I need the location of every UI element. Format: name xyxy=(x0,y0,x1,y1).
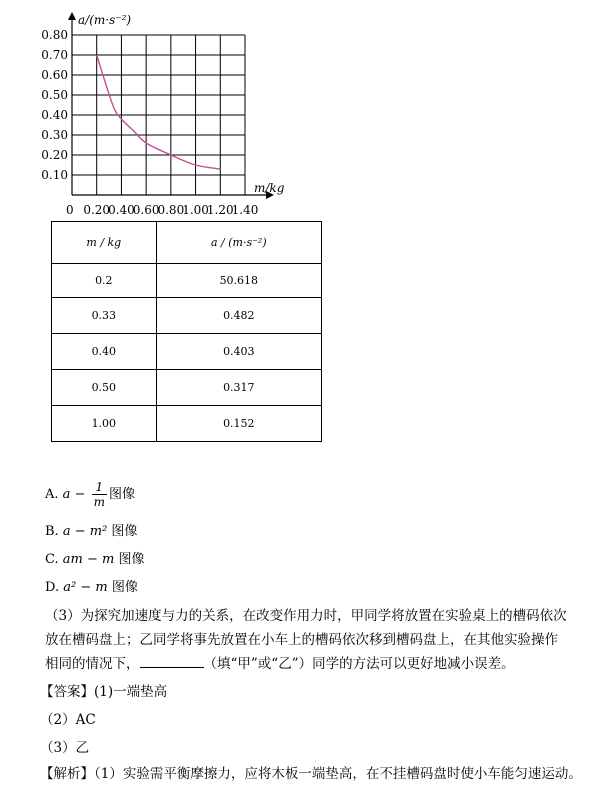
question-3-text xyxy=(45,604,570,676)
y-axis-arrow xyxy=(68,12,76,20)
x-axis-title: m/kg xyxy=(254,181,285,195)
option-a xyxy=(45,480,135,509)
cell-acceleration: 0.317 xyxy=(156,370,321,406)
table-row xyxy=(52,298,322,334)
y-tick-label: 0.10 xyxy=(41,168,68,182)
y-tick-labels xyxy=(41,28,68,182)
analysis-label: 【解析】 xyxy=(40,766,94,782)
answer-line-1 xyxy=(40,680,167,700)
x-tick-labels xyxy=(83,203,258,217)
cell-acceleration: 0.403 xyxy=(156,334,321,370)
table-row xyxy=(52,334,322,370)
x-tick-label: 1.00 xyxy=(182,203,209,217)
origin-label: 0 xyxy=(66,203,74,217)
cell-mass: 1.00 xyxy=(52,406,157,442)
option-c xyxy=(45,552,144,568)
cell-mass: 0.2 xyxy=(52,264,157,298)
option-c-prefix: C. xyxy=(45,552,59,567)
option-a-var: a xyxy=(62,487,71,502)
answer-3: （3）乙 xyxy=(40,740,90,756)
fraction-numerator: 1 xyxy=(92,480,107,495)
option-a-suffix: 图像 xyxy=(109,487,136,502)
x-tick-label: 1.40 xyxy=(231,203,259,217)
answer-line-2 xyxy=(40,708,96,728)
analysis-text: （1）实验需平衡摩擦力，应将木板一端垫高，在不挂槽码盘时使小车能匀速运动。 xyxy=(94,766,582,782)
answer-2: （2）AC xyxy=(40,712,96,728)
fraction-denominator: m xyxy=(93,495,105,509)
cell-acceleration: 0.152 xyxy=(156,406,321,442)
data-table xyxy=(51,221,322,442)
option-d-suffix: 图像 xyxy=(111,580,138,595)
y-tick-label: 0.60 xyxy=(41,68,68,82)
x-tick-label: 0.60 xyxy=(132,203,160,217)
option-c-expr: am − m xyxy=(62,552,115,567)
option-a-fraction xyxy=(92,480,107,509)
cell-acceleration: 50.618 xyxy=(156,264,321,298)
y-tick-label: 0.70 xyxy=(41,48,68,62)
x-tick-label: 0.20 xyxy=(83,203,111,217)
y-tick-label: 0.30 xyxy=(41,128,68,142)
x-tick-label: 0.80 xyxy=(157,203,185,217)
option-b-expr: a − m² xyxy=(62,524,108,539)
cell-mass: 0.50 xyxy=(52,370,157,406)
table-header-row xyxy=(52,222,322,264)
y-tick-label: 0.20 xyxy=(41,148,68,162)
cell-mass: 0.33 xyxy=(52,298,157,334)
answer-blank xyxy=(140,653,204,668)
option-d-expr: a² − m xyxy=(63,580,108,595)
header-acceleration: a / (m·s⁻²) xyxy=(156,222,321,264)
table-row xyxy=(52,370,322,406)
header-mass: m / kg xyxy=(52,222,157,264)
option-d-prefix: D. xyxy=(45,580,60,595)
option-b-prefix: B. xyxy=(45,524,59,539)
option-b xyxy=(45,524,137,540)
x-tick-label: 1.20 xyxy=(206,203,234,217)
cell-acceleration: 0.482 xyxy=(156,298,321,334)
question-3-part-a: （3）为探究加速度与力的关系，在改变作用力时，甲同学将放置在实验桌上的槽码依次放在槽码盘上；乙同学将事先放置在小车上的槽码依次移到槽码盘上，在其他实验操作相同的情况下， xyxy=(45,608,567,672)
answer-label: 【答案】 xyxy=(40,684,94,700)
option-c-suffix: 图像 xyxy=(118,552,145,567)
answer-1: (1)一端垫高 xyxy=(94,684,168,700)
question-3-part-b: （填“甲”或“乙”）同学的方法可以更好地减小误差。 xyxy=(203,656,515,672)
table-row xyxy=(52,406,322,442)
y-axis-title: a/(m·s⁻²) xyxy=(78,13,132,27)
option-a-minus: − xyxy=(70,487,90,502)
option-a-prefix: A. xyxy=(45,487,59,502)
option-d xyxy=(45,580,138,596)
answer-line-3 xyxy=(40,736,89,756)
acceleration-mass-chart xyxy=(30,10,300,220)
y-tick-label: 0.80 xyxy=(41,28,68,42)
y-tick-label: 0.40 xyxy=(41,108,68,122)
analysis-line xyxy=(40,762,582,782)
y-tick-label: 0.50 xyxy=(41,88,68,102)
table-row xyxy=(52,264,322,298)
data-curve xyxy=(97,55,221,169)
cell-mass: 0.40 xyxy=(52,334,157,370)
x-tick-label: 0.40 xyxy=(108,203,135,217)
option-b-suffix: 图像 xyxy=(111,524,138,539)
